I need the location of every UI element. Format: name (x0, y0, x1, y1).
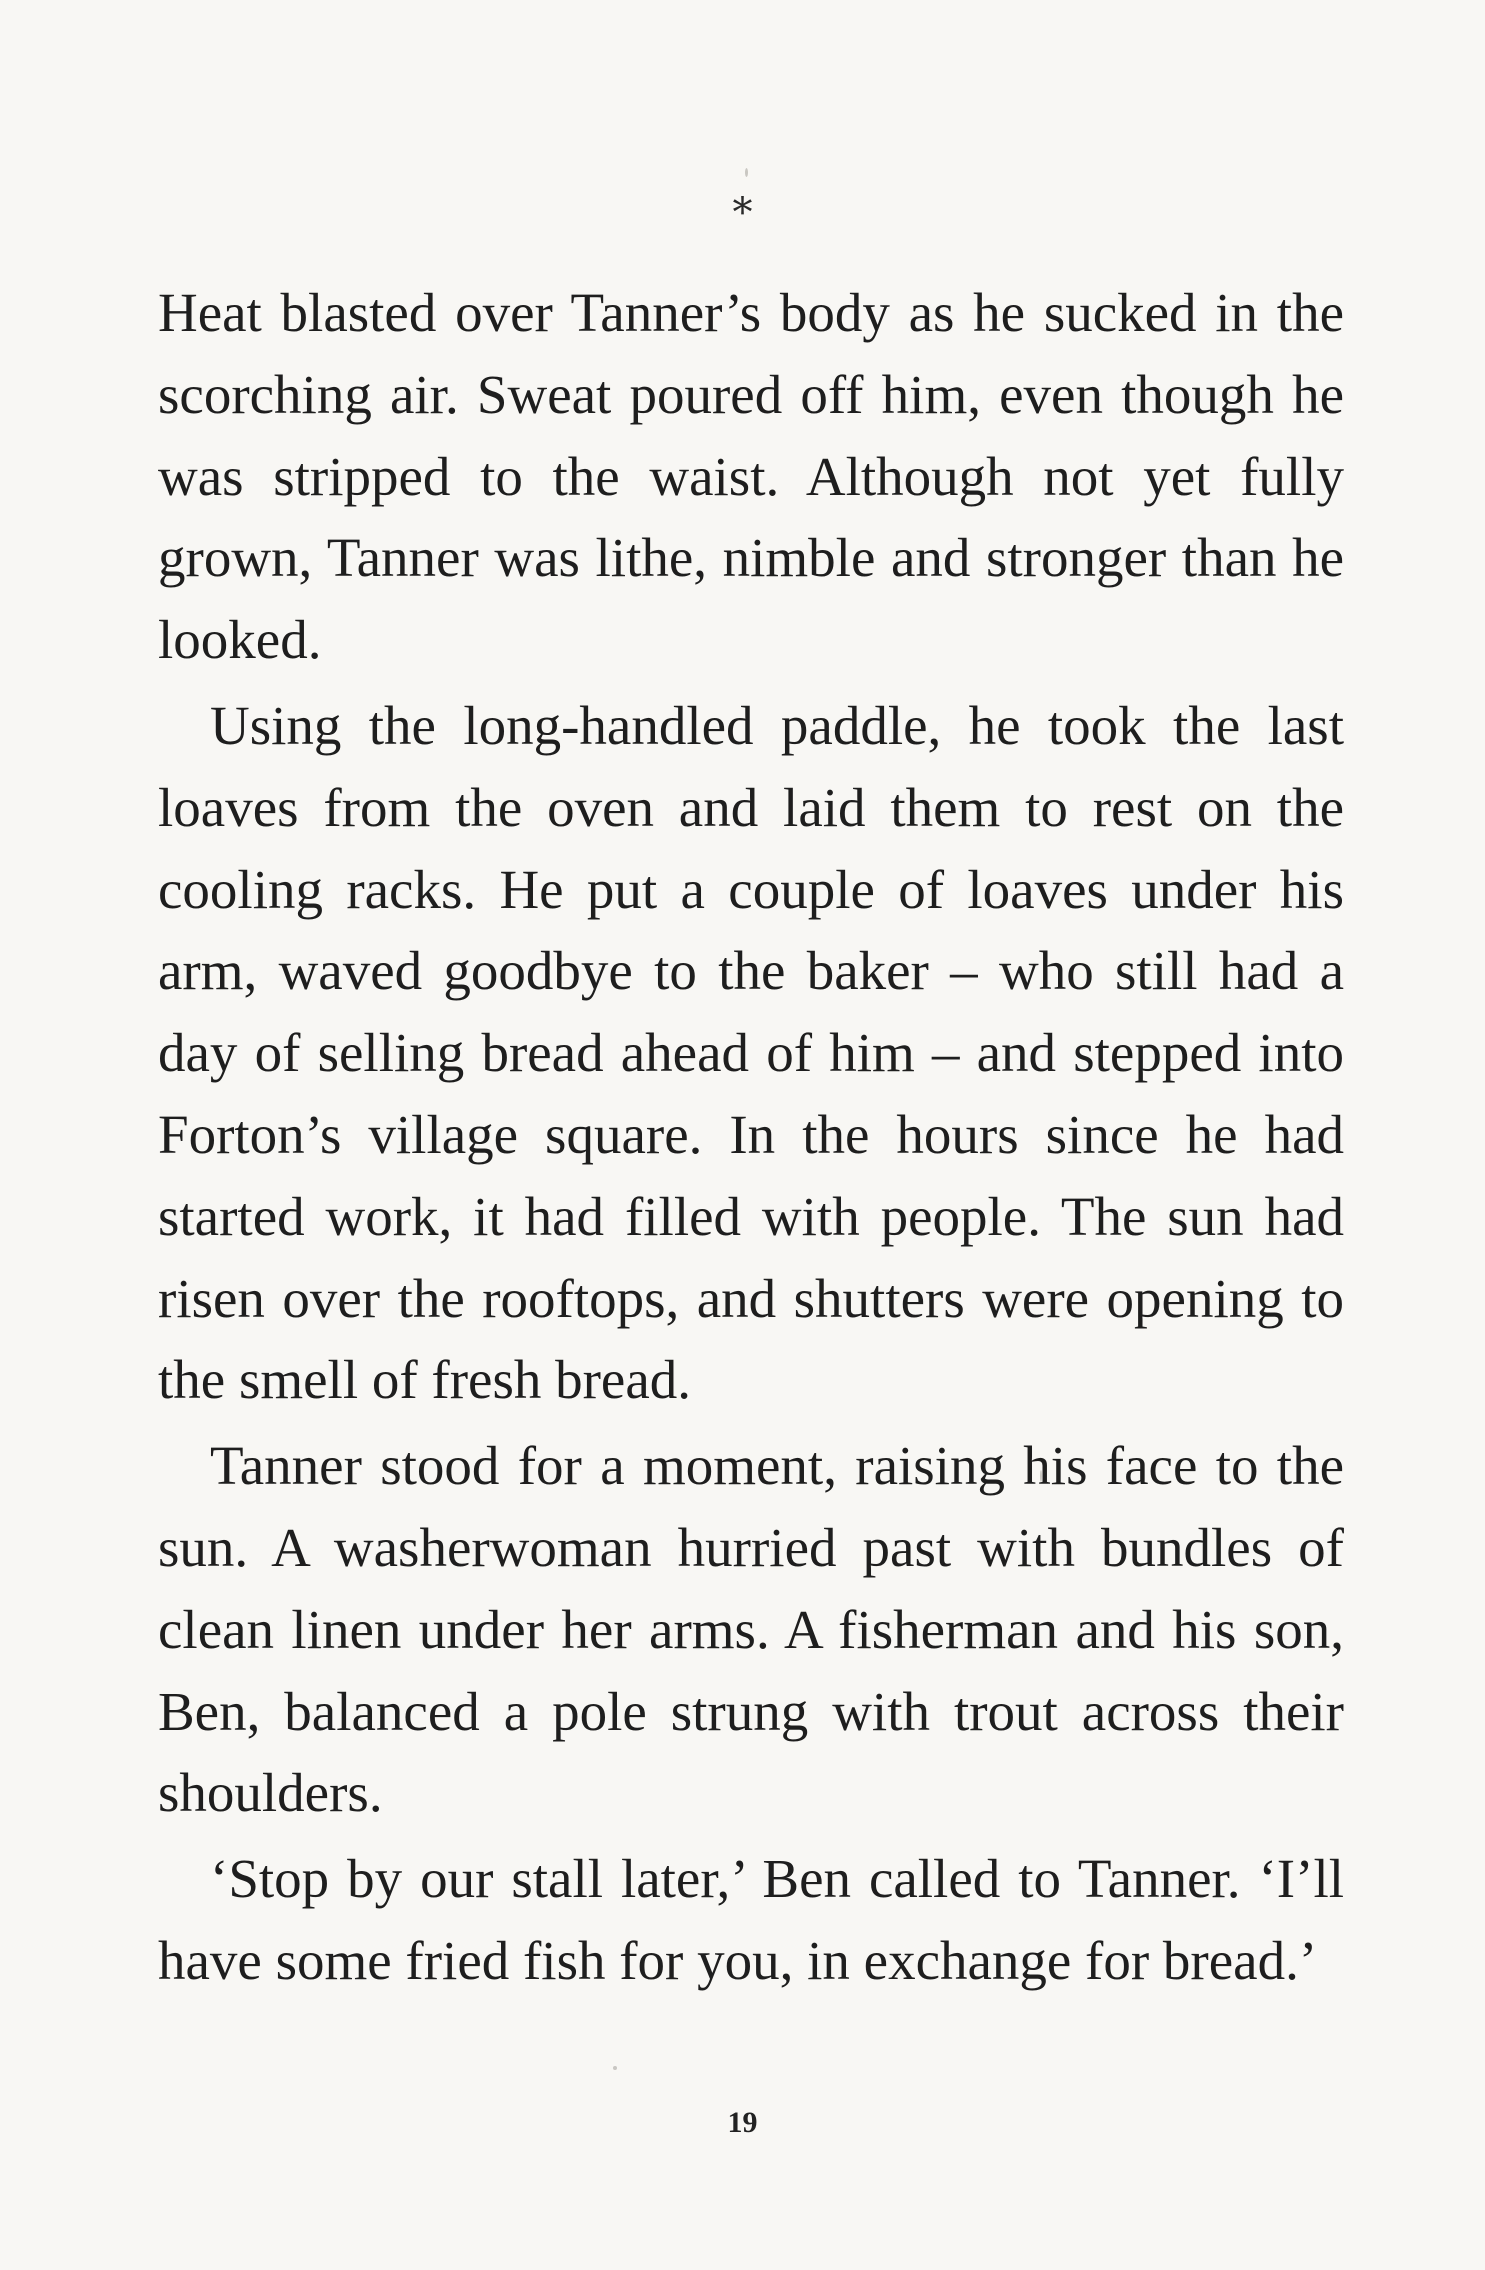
page-number: 19 (727, 2106, 758, 2139)
paper-speck (613, 2066, 617, 2070)
paragraph-3: Tanner stood for a moment, raising his face to the sun. A washerwoman hurried past with bundles of clean linen under her arms. A fisherman and his son, Ben, balanced a pole strung with trout across their shoulders. (158, 1435, 1344, 1824)
paragraph-2: Using the long-handled paddle, he took the last loaves from the oven and laid them to rest on the cooling racks. He put a couple of loaves under his arm, waved goodbye to the baker – who still had a day of selling bread ahead of him – and stepped into Forton’s village square. In the hours since he had started work, it had filled with people. The sun had risen over the rooftops, and shutters were opening to the smell of fresh bread. (158, 694, 1344, 1411)
paper-speck (745, 168, 748, 177)
paragraph-4: ‘Stop by our stall later,’ Ben called to Tanner. ‘I’ll have some fried fish for you, in exchange for bread.’ (158, 1848, 1344, 1991)
scene-break-asterisk: * (732, 190, 753, 236)
paragraph-1: Heat blasted over Tanner’s body as he sucked in the scorching air. Sweat poured off him, even though he was stripped to the waist. Although not yet fully grown, Tanner was lithe, nimble and stronger than he looked. (158, 282, 1344, 671)
body-text (158, 272, 1344, 2006)
